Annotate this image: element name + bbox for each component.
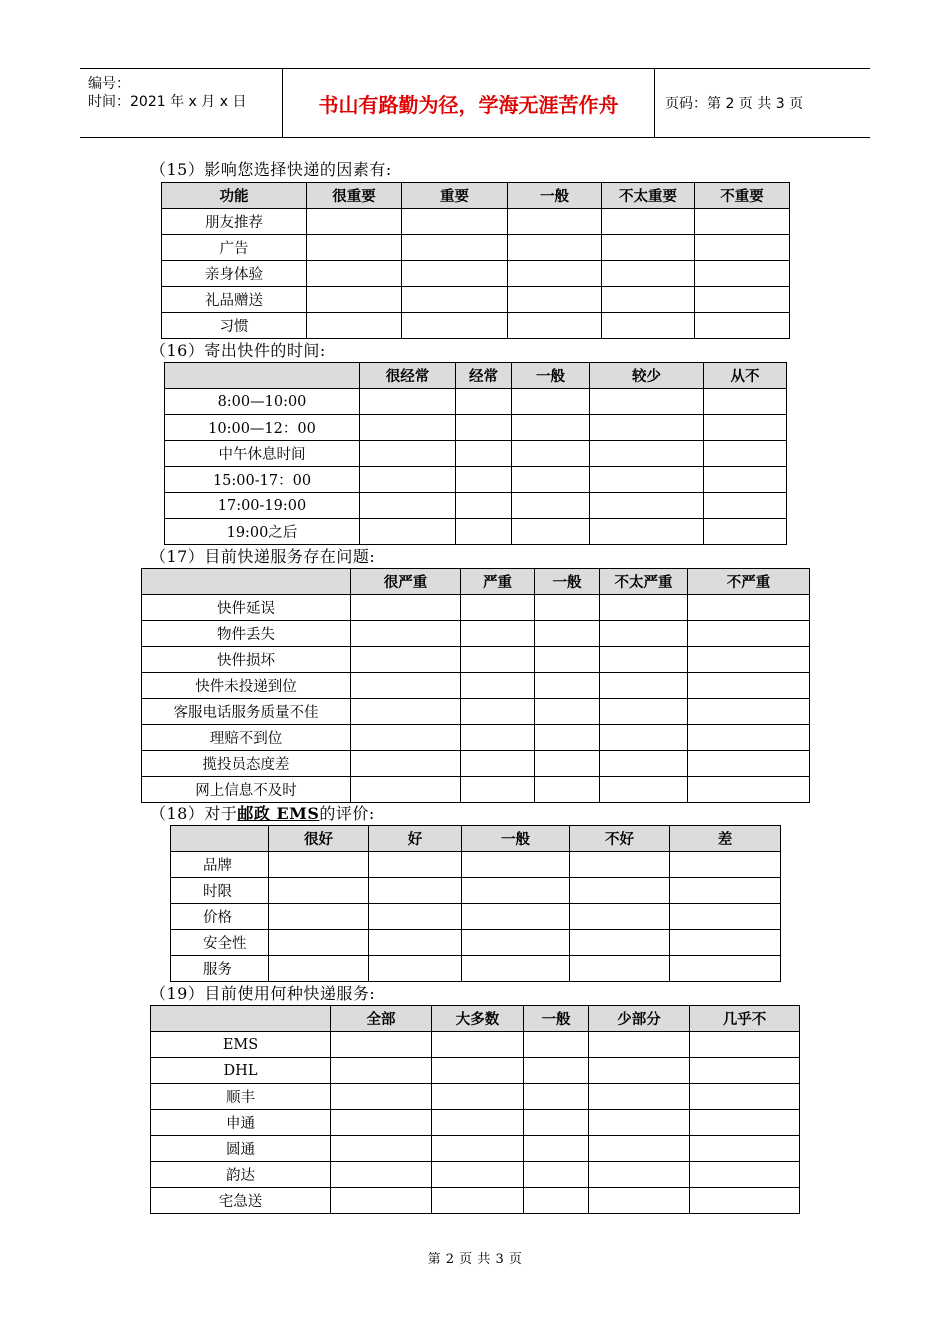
row-label: 礼品赠送	[162, 287, 307, 313]
table-header-row	[151, 1006, 800, 1032]
table-row	[165, 519, 787, 545]
answer-cell[interactable]	[369, 904, 462, 930]
answer-cell[interactable]	[369, 852, 462, 878]
answer-cell[interactable]	[331, 1110, 432, 1136]
answer-cell[interactable]	[402, 261, 508, 287]
answer-cell[interactable]	[512, 415, 590, 441]
answer-cell[interactable]	[535, 595, 600, 621]
table-row	[151, 1032, 800, 1058]
answer-cell[interactable]	[351, 751, 461, 777]
answer-cell[interactable]	[535, 751, 600, 777]
row-label: DHL	[151, 1058, 331, 1084]
answer-cell[interactable]	[456, 415, 512, 441]
header-meta	[80, 69, 283, 137]
answer-cell[interactable]	[461, 595, 535, 621]
answer-cell[interactable]	[602, 313, 695, 339]
answer-cell[interactable]	[524, 1032, 589, 1058]
table-row	[171, 930, 781, 956]
table-row	[162, 235, 790, 261]
answer-cell[interactable]	[589, 1032, 690, 1058]
answer-cell[interactable]	[589, 1110, 690, 1136]
answer-cell[interactable]	[351, 699, 461, 725]
table-row	[171, 956, 781, 982]
table-header-row	[171, 826, 781, 852]
table-row	[151, 1188, 800, 1214]
answer-cell[interactable]	[602, 235, 695, 261]
row-label: 圆通	[151, 1136, 331, 1162]
column-header	[165, 363, 360, 389]
table-row	[171, 878, 781, 904]
answer-cell[interactable]	[307, 313, 402, 339]
answer-cell[interactable]	[508, 261, 602, 287]
answer-cell[interactable]	[695, 287, 790, 313]
header-number-label: 编号：	[88, 76, 130, 92]
answer-cell[interactable]	[432, 1136, 524, 1162]
table-row	[151, 1110, 800, 1136]
column-header: 很好	[269, 826, 369, 852]
table-row	[171, 852, 781, 878]
table-row	[162, 287, 790, 313]
answer-cell[interactable]	[432, 1058, 524, 1084]
answer-cell[interactable]	[589, 1136, 690, 1162]
column-header: 不太重要	[602, 183, 695, 209]
answer-cell[interactable]	[462, 956, 570, 982]
answer-cell[interactable]	[369, 956, 462, 982]
row-label: EMS	[151, 1032, 331, 1058]
answer-cell[interactable]	[695, 209, 790, 235]
answer-cell[interactable]	[432, 1110, 524, 1136]
answer-cell[interactable]	[589, 1058, 690, 1084]
answer-cell[interactable]	[535, 647, 600, 673]
answer-cell[interactable]	[351, 647, 461, 673]
answer-cell[interactable]	[331, 1084, 432, 1110]
answer-cell[interactable]	[331, 1032, 432, 1058]
column-header: 很经常	[360, 363, 456, 389]
column-header: 较少	[590, 363, 704, 389]
column-header: 从不	[704, 363, 787, 389]
column-header: 一般	[524, 1006, 589, 1032]
column-header: 不严重	[688, 569, 810, 595]
table-row	[171, 904, 781, 930]
answer-cell[interactable]	[602, 209, 695, 235]
answer-cell[interactable]	[589, 1162, 690, 1188]
answer-cell[interactable]	[456, 467, 512, 493]
row-label: 理赔不到位	[142, 725, 351, 751]
column-header: 不好	[570, 826, 670, 852]
row-label: 亲身体验	[162, 261, 307, 287]
answer-cell[interactable]	[402, 235, 508, 261]
answer-cell[interactable]	[331, 1162, 432, 1188]
question-18-title	[150, 804, 375, 824]
answer-cell[interactable]	[360, 441, 456, 467]
answer-cell[interactable]	[331, 1058, 432, 1084]
answer-cell[interactable]	[524, 1084, 589, 1110]
answer-cell[interactable]	[704, 467, 787, 493]
row-label: 申通	[151, 1110, 331, 1136]
answer-cell[interactable]	[590, 519, 704, 545]
table-header-row	[142, 569, 810, 595]
column-header: 经常	[456, 363, 512, 389]
answer-cell[interactable]	[331, 1188, 432, 1214]
row-label: 朋友推荐	[162, 209, 307, 235]
row-label: 价格	[171, 904, 269, 930]
answer-cell[interactable]	[570, 930, 670, 956]
answer-cell[interactable]	[688, 647, 810, 673]
answer-cell[interactable]	[535, 777, 600, 803]
answer-cell[interactable]	[688, 725, 810, 751]
answer-cell[interactable]	[695, 261, 790, 287]
answer-cell[interactable]	[600, 595, 688, 621]
table-row	[142, 595, 810, 621]
column-header: 少部分	[589, 1006, 690, 1032]
question-15-table	[161, 182, 790, 339]
answer-cell[interactable]	[589, 1084, 690, 1110]
column-header: 功能	[162, 183, 307, 209]
row-label: 10:00—12：00	[165, 415, 360, 441]
answer-cell[interactable]	[307, 287, 402, 313]
row-label: 广告	[162, 235, 307, 261]
answer-cell[interactable]	[600, 699, 688, 725]
answer-cell[interactable]	[524, 1162, 589, 1188]
answer-cell[interactable]	[704, 389, 787, 415]
answer-cell[interactable]	[690, 1188, 800, 1214]
table-row	[142, 621, 810, 647]
row-label: 宅急送	[151, 1188, 331, 1214]
answer-cell[interactable]	[512, 441, 590, 467]
answer-cell[interactable]	[570, 878, 670, 904]
answer-cell[interactable]	[590, 415, 704, 441]
row-label: 揽投员态度差	[142, 751, 351, 777]
answer-cell[interactable]	[432, 1188, 524, 1214]
row-label: 顺丰	[151, 1084, 331, 1110]
answer-cell[interactable]	[462, 852, 570, 878]
answer-cell[interactable]	[704, 519, 787, 545]
column-header: 差	[670, 826, 781, 852]
answer-cell[interactable]	[461, 751, 535, 777]
answer-cell[interactable]	[512, 493, 590, 519]
answer-cell[interactable]	[600, 647, 688, 673]
answer-cell[interactable]	[688, 621, 810, 647]
answer-cell[interactable]	[570, 904, 670, 930]
question-18-table	[170, 825, 781, 982]
answer-cell[interactable]	[690, 1032, 800, 1058]
answer-cell[interactable]	[690, 1058, 800, 1084]
answer-cell[interactable]	[360, 467, 456, 493]
answer-cell[interactable]	[602, 287, 695, 313]
table-row	[142, 777, 810, 803]
answer-cell[interactable]	[688, 751, 810, 777]
row-label: 网上信息不及时	[142, 777, 351, 803]
row-label: 服务	[171, 956, 269, 982]
answer-cell[interactable]	[535, 699, 600, 725]
header-motto: 书山有路勤为径，学海无涯苦作舟	[283, 69, 655, 137]
answer-cell[interactable]	[269, 852, 369, 878]
answer-cell[interactable]	[690, 1084, 800, 1110]
answer-cell[interactable]	[432, 1032, 524, 1058]
row-label: 时限	[171, 878, 269, 904]
answer-cell[interactable]	[462, 878, 570, 904]
answer-cell[interactable]	[600, 673, 688, 699]
answer-cell[interactable]	[688, 595, 810, 621]
answer-cell[interactable]	[508, 209, 602, 235]
answer-cell[interactable]	[269, 956, 369, 982]
answer-cell[interactable]	[690, 1162, 800, 1188]
answer-cell[interactable]	[461, 647, 535, 673]
row-label: 快件延误	[142, 595, 351, 621]
answer-cell[interactable]	[456, 441, 512, 467]
answer-cell[interactable]	[461, 621, 535, 647]
answer-cell[interactable]	[432, 1162, 524, 1188]
table-row	[151, 1084, 800, 1110]
answer-cell[interactable]	[704, 493, 787, 519]
answer-cell[interactable]	[570, 956, 670, 982]
answer-cell[interactable]	[461, 777, 535, 803]
answer-cell[interactable]	[570, 852, 670, 878]
table-header-row	[165, 363, 787, 389]
answer-cell[interactable]	[535, 725, 600, 751]
answer-cell[interactable]	[690, 1110, 800, 1136]
answer-cell[interactable]	[690, 1136, 800, 1162]
column-header: 重要	[402, 183, 508, 209]
answer-cell[interactable]	[590, 493, 704, 519]
answer-cell[interactable]	[269, 878, 369, 904]
row-label: 品牌	[171, 852, 269, 878]
row-label: 习惯	[162, 313, 307, 339]
column-header	[171, 826, 269, 852]
page-header	[80, 68, 870, 138]
column-header: 好	[369, 826, 462, 852]
answer-cell[interactable]	[351, 777, 461, 803]
question-15-title: （15）影响您选择快递的因素有:	[150, 160, 392, 179]
table-row	[165, 467, 787, 493]
answer-cell[interactable]	[670, 878, 781, 904]
table-row	[142, 751, 810, 777]
answer-cell[interactable]	[462, 930, 570, 956]
answer-cell[interactable]	[704, 415, 787, 441]
answer-cell[interactable]	[688, 777, 810, 803]
answer-cell[interactable]	[512, 519, 590, 545]
answer-cell[interactable]	[508, 313, 602, 339]
column-header: 一般	[512, 363, 590, 389]
row-label: 物件丢失	[142, 621, 351, 647]
answer-cell[interactable]	[331, 1136, 432, 1162]
answer-cell[interactable]	[456, 493, 512, 519]
answer-cell[interactable]	[462, 904, 570, 930]
answer-cell[interactable]	[360, 519, 456, 545]
answer-cell[interactable]	[535, 673, 600, 699]
column-header	[151, 1006, 331, 1032]
answer-cell[interactable]	[512, 389, 590, 415]
answer-cell[interactable]	[269, 930, 369, 956]
row-label: 15:00-17：00	[165, 467, 360, 493]
table-row	[142, 699, 810, 725]
page-footer: 第 2 页 共 3 页	[427, 1252, 523, 1267]
answer-cell[interactable]	[600, 777, 688, 803]
question-18-title-suffix: 的评价:	[319, 804, 375, 823]
answer-cell[interactable]	[508, 287, 602, 313]
question-17-table	[141, 568, 810, 803]
row-label: 快件未投递到位	[142, 673, 351, 699]
table-row	[165, 389, 787, 415]
column-header: 一般	[508, 183, 602, 209]
answer-cell[interactable]	[508, 235, 602, 261]
answer-cell[interactable]	[351, 595, 461, 621]
answer-cell[interactable]	[589, 1188, 690, 1214]
header-time-label: 时间：2021 年 x 月 x 日	[88, 94, 247, 110]
answer-cell[interactable]	[670, 930, 781, 956]
table-row	[142, 725, 810, 751]
answer-cell[interactable]	[688, 699, 810, 725]
question-19-table	[150, 1005, 800, 1214]
answer-cell[interactable]	[351, 725, 461, 751]
question-18-title-prefix: （18）对于	[150, 804, 238, 823]
table-row	[162, 261, 790, 287]
table-row	[165, 441, 787, 467]
answer-cell[interactable]	[360, 493, 456, 519]
answer-cell[interactable]	[351, 673, 461, 699]
answer-cell[interactable]	[461, 725, 535, 751]
row-label: 8:00—10:00	[165, 389, 360, 415]
answer-cell[interactable]	[670, 904, 781, 930]
answer-cell[interactable]	[402, 287, 508, 313]
answer-cell[interactable]	[524, 1058, 589, 1084]
answer-cell[interactable]	[600, 725, 688, 751]
answer-cell[interactable]	[524, 1188, 589, 1214]
row-label: 快件损坏	[142, 647, 351, 673]
answer-cell[interactable]	[590, 467, 704, 493]
answer-cell[interactable]	[360, 415, 456, 441]
table-row	[165, 493, 787, 519]
answer-cell[interactable]	[535, 621, 600, 647]
column-header	[142, 569, 351, 595]
column-header: 很严重	[351, 569, 461, 595]
answer-cell[interactable]	[704, 441, 787, 467]
question-16-title: （16）寄出快件的时间:	[150, 341, 326, 360]
answer-cell[interactable]	[670, 852, 781, 878]
answer-cell[interactable]	[402, 209, 508, 235]
answer-cell[interactable]	[600, 621, 688, 647]
answer-cell[interactable]	[590, 389, 704, 415]
answer-cell[interactable]	[369, 930, 462, 956]
answer-cell[interactable]	[369, 878, 462, 904]
table-row	[162, 209, 790, 235]
question-16-table	[164, 362, 787, 545]
header-page-info: 页码：第 2 页 共 3 页	[665, 96, 804, 112]
answer-cell[interactable]	[524, 1136, 589, 1162]
answer-cell[interactable]	[402, 313, 508, 339]
answer-cell[interactable]	[461, 673, 535, 699]
row-label: 17:00-19:00	[165, 493, 360, 519]
answer-cell[interactable]	[461, 699, 535, 725]
answer-cell[interactable]	[670, 956, 781, 982]
answer-cell[interactable]	[432, 1084, 524, 1110]
answer-cell[interactable]	[695, 313, 790, 339]
answer-cell[interactable]	[524, 1110, 589, 1136]
column-header: 一般	[535, 569, 600, 595]
column-header: 很重要	[307, 183, 402, 209]
row-label: 19:00之后	[165, 519, 360, 545]
row-label: 安全性	[171, 930, 269, 956]
answer-cell[interactable]	[600, 751, 688, 777]
column-header: 全部	[331, 1006, 432, 1032]
table-row	[142, 647, 810, 673]
row-label: 韵达	[151, 1162, 331, 1188]
column-header: 一般	[462, 826, 570, 852]
table-row	[162, 313, 790, 339]
answer-cell[interactable]	[307, 235, 402, 261]
column-header: 几乎不	[690, 1006, 800, 1032]
column-header: 大多数	[432, 1006, 524, 1032]
answer-cell[interactable]	[307, 261, 402, 287]
answer-cell[interactable]	[456, 389, 512, 415]
row-label: 中午休息时间	[165, 441, 360, 467]
table-row	[151, 1136, 800, 1162]
table-header-row	[162, 183, 790, 209]
table-row	[142, 673, 810, 699]
column-header: 严重	[461, 569, 535, 595]
answer-cell[interactable]	[512, 467, 590, 493]
answer-cell[interactable]	[351, 621, 461, 647]
answer-cell[interactable]	[695, 235, 790, 261]
table-row	[151, 1058, 800, 1084]
answer-cell[interactable]	[688, 673, 810, 699]
column-header: 不太严重	[600, 569, 688, 595]
column-header: 不重要	[695, 183, 790, 209]
question-18-title-emphasis: 邮政 EMS	[237, 804, 320, 823]
row-label: 客服电话服务质量不佳	[142, 699, 351, 725]
answer-cell[interactable]	[269, 904, 369, 930]
answer-cell[interactable]	[360, 389, 456, 415]
question-17-title: （17）目前快递服务存在问题:	[150, 547, 376, 566]
answer-cell[interactable]	[456, 519, 512, 545]
table-row	[165, 415, 787, 441]
answer-cell[interactable]	[602, 261, 695, 287]
table-row	[151, 1162, 800, 1188]
question-19-title: （19）目前使用何种快递服务:	[150, 984, 376, 1003]
answer-cell[interactable]	[307, 209, 402, 235]
answer-cell[interactable]	[590, 441, 704, 467]
